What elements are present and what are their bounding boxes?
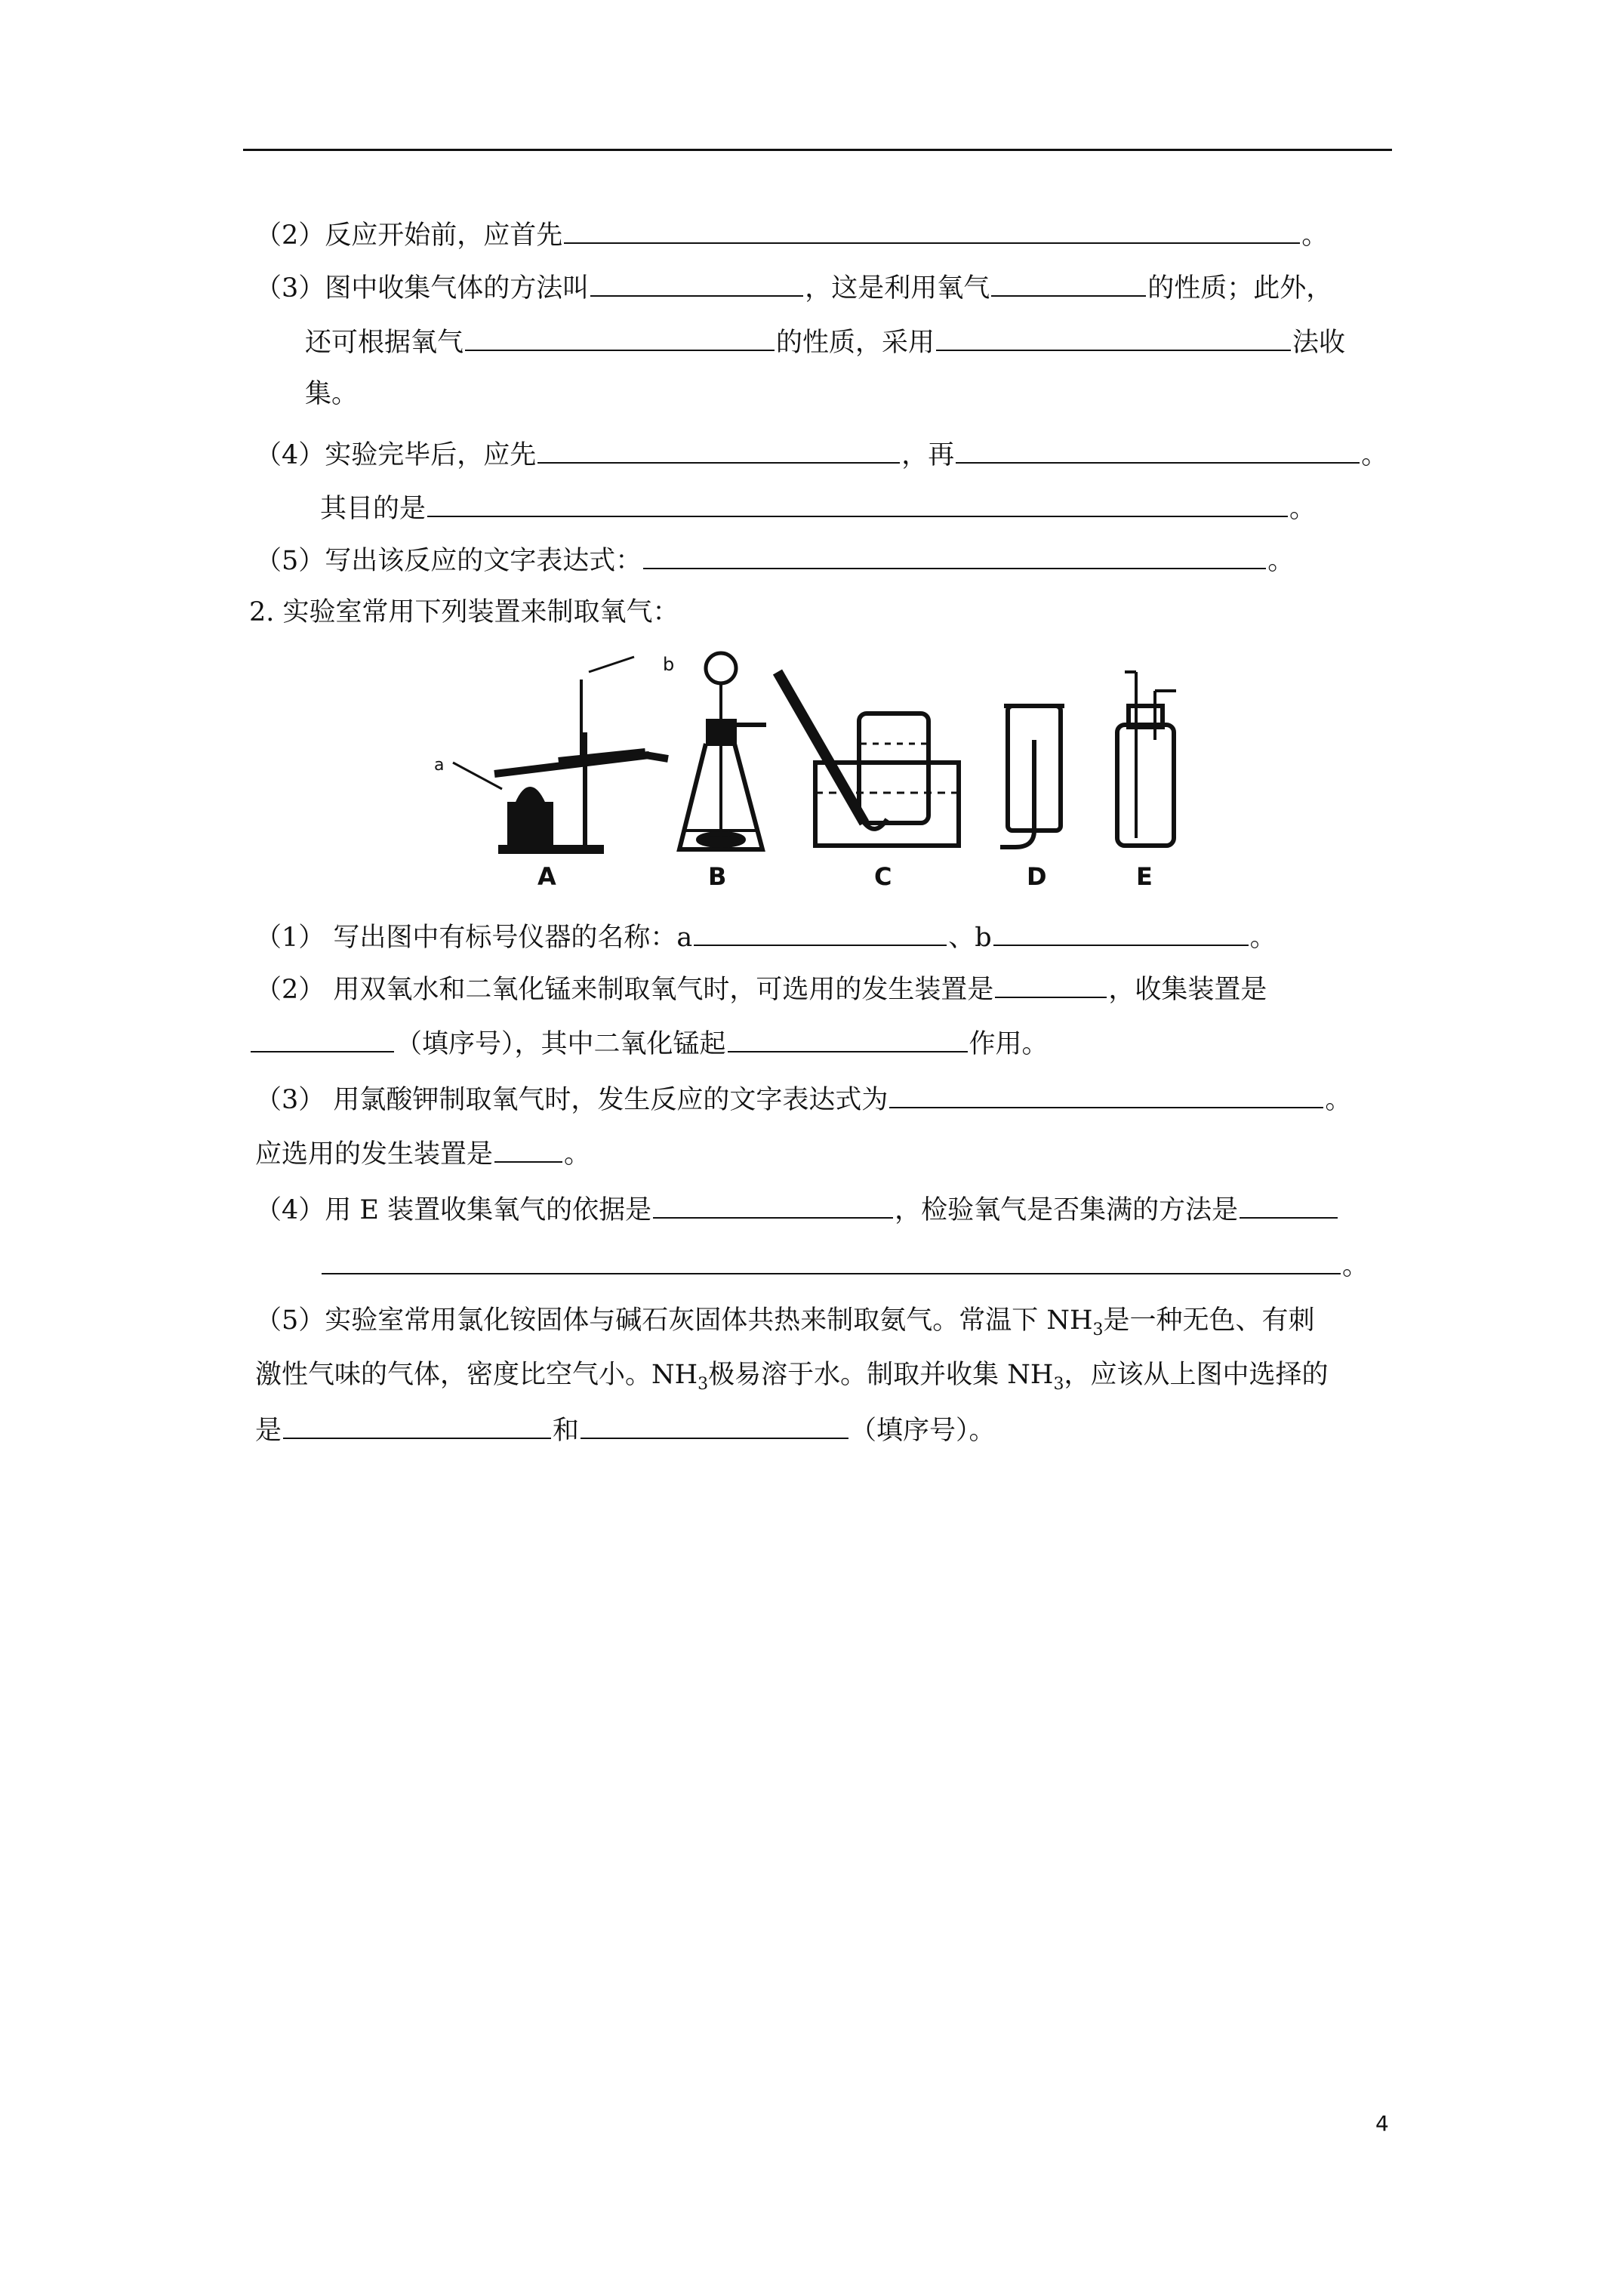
q1-part5: （5）写出该反应的文字表达式： 。 (255, 541, 1294, 578)
apparatus-figure (423, 649, 1238, 891)
answer-blank[interactable] (581, 1410, 848, 1439)
answer-blank[interactable] (590, 268, 803, 297)
q1-part3-line1: （3）图中收集气体的方法叫 ，这是利用氧气 的性质；此外， (255, 268, 1332, 306)
answer-blank[interactable] (889, 1080, 1323, 1108)
answer-blank[interactable] (936, 322, 1291, 351)
answer-blank[interactable] (653, 1190, 893, 1219)
q2-part3-line1: （3） 用氯酸钾制取氧气时，发生反应的文字表达式为 。 (255, 1080, 1351, 1117)
q1-part3-line2: 还可根据氧气 的性质，采用 法收 (305, 322, 1345, 360)
label-a: A (537, 862, 556, 891)
q2-part4-line2: 。 (320, 1246, 1369, 1284)
q2-part1: （1） 写出图中有标号仪器的名称：a 、b 。 (255, 917, 1277, 955)
answer-blank[interactable] (991, 268, 1146, 297)
label-d: D (1027, 862, 1047, 891)
label-e: E (1136, 862, 1153, 891)
marker-a: a (434, 756, 445, 775)
answer-blank[interactable] (537, 435, 900, 464)
label-c: C (874, 862, 892, 891)
q2-part5-line2: 激性气味的气体，密度比空气小。$NH_3$极易溶于水。制取并收集 $NH_3$，应该从上图中选择的 (255, 1360, 1329, 1394)
answer-blank[interactable] (322, 1246, 1341, 1274)
q2-title: 2. 实验室常用下列装置来制取氧气： (249, 597, 679, 627)
q2-part5-line3: 是 和 （填序号）。 (255, 1410, 996, 1448)
apparatus-a (453, 657, 668, 849)
q2-part2-line1: （2） 用双氧水和二氧化锰来制取氧气时，可选用的发生装置是 ，收集装置是 (255, 969, 1267, 1007)
answer-blank[interactable] (694, 917, 947, 946)
answer-blank[interactable] (251, 1024, 394, 1052)
q1-part3-line3: 集。 (305, 379, 359, 409)
answer-blank[interactable] (283, 1410, 551, 1439)
answer-blank[interactable] (956, 435, 1360, 464)
answer-blank[interactable] (465, 322, 775, 351)
answer-blank[interactable] (1240, 1190, 1338, 1219)
apparatus-d (1000, 706, 1064, 847)
answer-blank[interactable] (995, 969, 1107, 998)
answer-blank[interactable] (494, 1134, 562, 1163)
answer-blank[interactable] (427, 488, 1288, 517)
header-rule (243, 149, 1392, 151)
answer-blank[interactable] (993, 917, 1249, 946)
apparatus-c (778, 672, 959, 846)
label-b: B (708, 862, 727, 891)
q1-part4-line2: 其目的是 。 (320, 488, 1316, 526)
q1-part4-line1: （4）实验完毕后，应先 ，再 。 (255, 435, 1387, 473)
answer-blank[interactable] (728, 1024, 968, 1052)
q2-part5-line1: （5）实验室常用氯化铵固体与碱石灰固体共热来制取氨气。常温下 $NH_3$是一种无色、有刺 (255, 1305, 1315, 1339)
q1-part2: （2）反应开始前，应首先 。 (255, 215, 1328, 253)
apparatus-b (679, 653, 766, 849)
answer-blank[interactable] (564, 215, 1300, 244)
q2-part2-line2: （填序号），其中二氧化锰起 作用。 (249, 1024, 1049, 1062)
answer-blank[interactable] (643, 541, 1266, 569)
page-number: 4 (1375, 2111, 1389, 2136)
q2-part3-line2: 应选用的发生装置是 。 (255, 1134, 590, 1172)
q2-part4-line1: （4）用 E 装置收集氧气的依据是 ，检验氧气是否集满的方法是 (255, 1190, 1339, 1228)
apparatus-e (1117, 672, 1176, 846)
marker-b: b (663, 654, 675, 675)
